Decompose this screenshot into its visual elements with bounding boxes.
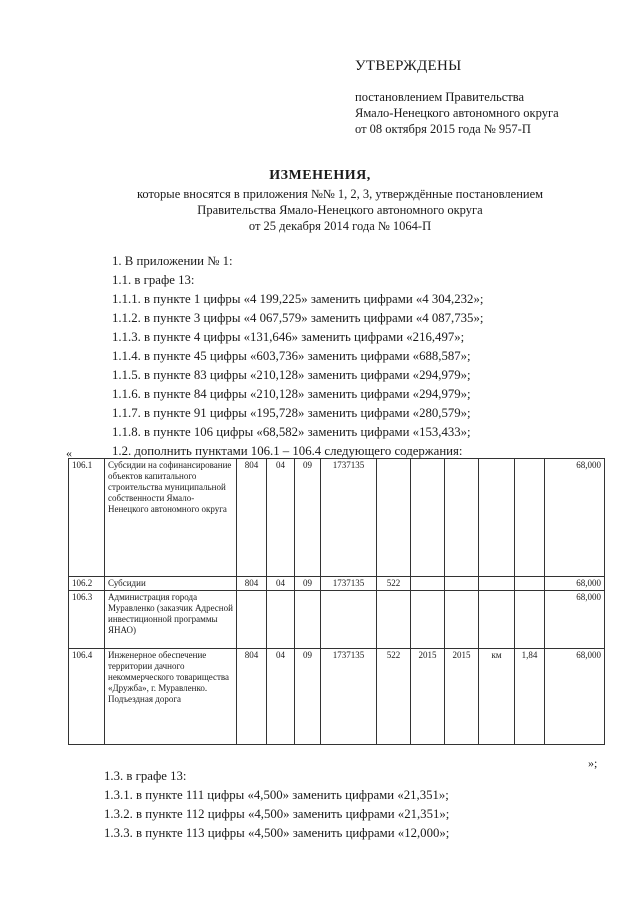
cell [515, 577, 545, 591]
subtitle-line: которые вносятся в приложения №№ 1, 2, 3, утверждённые постановлением [136, 187, 544, 201]
document-subtitle [0, 186, 640, 234]
approval-line: постановлением Правительства [355, 90, 525, 104]
cell: 522 [377, 649, 411, 745]
item-line: 1.3. в графе 13: [104, 769, 187, 783]
cell [411, 459, 445, 577]
cell [295, 591, 321, 649]
cell: 09 [295, 649, 321, 745]
cell [479, 591, 515, 649]
cell: 1737135 [321, 459, 377, 577]
cell: 804 [237, 577, 267, 591]
cell [411, 577, 445, 591]
item-line: 1.1.8. в пункте 106 цифры «68,582» заменить цифрами «153,433»; [112, 425, 471, 439]
cell [411, 591, 445, 649]
cell [445, 577, 479, 591]
table-row [69, 459, 605, 577]
row-name: Субсидии на софинансирование объектов капитального строительства муниципальной собственности Ямало-Ненецкого автономного округа [105, 459, 237, 577]
row-name: Субсидии [105, 577, 237, 591]
cell: 04 [267, 577, 295, 591]
cell: 2015 [411, 649, 445, 745]
cell [377, 459, 411, 577]
approval-heading: УТВЕРЖДЕНЫ [355, 58, 462, 74]
cell: км [479, 649, 515, 745]
cell: 1,84 [515, 649, 545, 745]
cell: 09 [295, 577, 321, 591]
table-row [69, 577, 605, 591]
row-number: 106.1 [69, 459, 105, 577]
cell: 1737135 [321, 649, 377, 745]
cell: 804 [237, 459, 267, 577]
quote-close: »; [588, 756, 598, 770]
cell: 1737135 [321, 577, 377, 591]
cell [515, 591, 545, 649]
quote-open: « [66, 446, 72, 460]
item-line: 1.1. в графе 13: [112, 273, 195, 287]
cell-amount: 68,000 [545, 577, 605, 591]
cell: 04 [267, 649, 295, 745]
row-number: 106.4 [69, 649, 105, 745]
cell [267, 591, 295, 649]
appendix-table [68, 458, 605, 745]
cell [321, 591, 377, 649]
cell [479, 459, 515, 577]
item-line: 1.1.7. в пункте 91 цифры «195,728» заменить цифрами «280,579»; [112, 406, 471, 420]
subtitle-line: Правительства Ямало-Ненецкого автономного округа [197, 203, 483, 217]
cell: 522 [377, 577, 411, 591]
item-line: 1.1.4. в пункте 45 цифры «603,736» заменить цифрами «688,587»; [112, 349, 471, 363]
item-line: 1.1.6. в пункте 84 цифры «210,128» заменить цифрами «294,979»; [112, 387, 471, 401]
cell [237, 591, 267, 649]
document-title: ИЗМЕНЕНИЯ, [269, 168, 371, 183]
item-line: 1.1.3. в пункте 4 цифры «131,646» заменить цифрами «216,497»; [112, 330, 465, 344]
approval-block [355, 58, 559, 137]
approval-line: от 08 октября 2015 года № 957-П [355, 122, 531, 136]
item-line: 1.1.1. в пункте 1 цифры «4 199,225» заменить цифрами «4 304,232»; [112, 292, 484, 306]
table-row [69, 649, 605, 745]
cell-amount: 68,000 [545, 591, 605, 649]
cell [479, 577, 515, 591]
item-line: 1.1.2. в пункте 3 цифры «4 067,579» заменить цифрами «4 087,735»; [112, 311, 484, 325]
cell: 09 [295, 459, 321, 577]
item-line: 1.3.2. в пункте 112 цифры «4,500» заменить цифрами «21,351»; [104, 807, 450, 821]
cell: 804 [237, 649, 267, 745]
item-line: 1.3.3. в пункте 113 цифры «4,500» заменить цифрами «12,000»; [104, 826, 450, 840]
table-row [69, 591, 605, 649]
cell [445, 591, 479, 649]
cell [377, 591, 411, 649]
cell: 04 [267, 459, 295, 577]
row-name: Администрация города Муравленко (заказчик Адресной инвестиционной программы ЯНАО) [105, 591, 237, 649]
row-number: 106.3 [69, 591, 105, 649]
item-line: 1.1.5. в пункте 83 цифры «210,128» заменить цифрами «294,979»; [112, 368, 471, 382]
cell-amount: 68,000 [545, 649, 605, 745]
row-number: 106.2 [69, 577, 105, 591]
item-line: 1.3.1. в пункте 111 цифры «4,500» заменить цифрами «21,351»; [104, 788, 449, 802]
approval-line: Ямало-Ненецкого автономного округа [355, 106, 559, 120]
item-line: 1.2. дополнить пунктами 106.1 – 106.4 следующего содержания: [112, 444, 463, 458]
cell [445, 459, 479, 577]
cell [515, 459, 545, 577]
row-name: Инженерное обеспечение территории дачного некоммерческого товарищества «Дружба», г. Муравленко. Подъездная дорога [105, 649, 237, 745]
subtitle-line: от 25 декабря 2014 года № 1064-П [248, 219, 432, 233]
item-line: 1. В приложении № 1: [112, 254, 233, 268]
cell-amount: 68,000 [545, 459, 605, 577]
cell: 2015 [445, 649, 479, 745]
